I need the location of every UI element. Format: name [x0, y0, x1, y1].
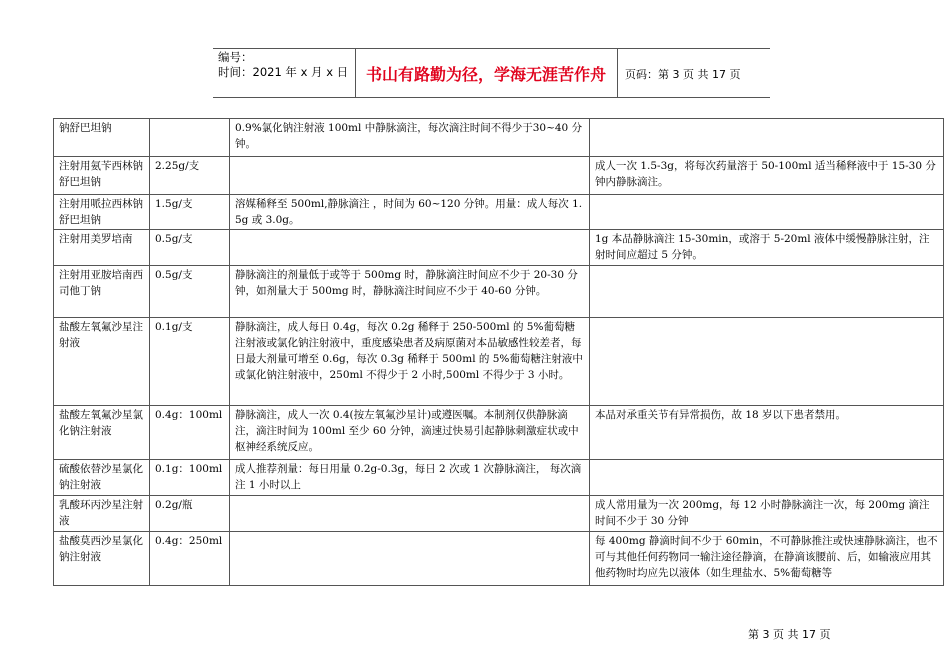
header-meta — [218, 50, 348, 80]
drug-spec — [150, 119, 230, 157]
drug-dilution: 溶媒稀释至 500ml,静脉滴注 ，时间为 60~120 分钟。用量：成人每次 1.5g 或 3.0g。 — [230, 195, 590, 230]
drug-spec: 1.5g/支 — [150, 195, 230, 230]
drug-note: 成人一次 1.5-3g，将每次药量溶于 50-100ml 适当稀释液中于 15-30 分钟内静脉滴注。 — [590, 157, 944, 195]
drug-name: 盐酸莫西沙星氯化钠注射液 — [54, 532, 150, 586]
drug-dilution — [230, 496, 590, 532]
header-top-rule — [213, 48, 770, 49]
drug-note — [590, 195, 944, 230]
page-footer: 第 3 页 共 17 页 — [748, 628, 831, 641]
drug-spec: 0.2g/瓶 — [150, 496, 230, 532]
drug-dilution: 成人推荐剂量：每日用量 0.2g-0.3g，每日 2 次或 1 次静脉滴注， 每次滴注 1 小时以上 — [230, 460, 590, 496]
table-row — [54, 119, 944, 157]
table-row — [54, 230, 944, 266]
drug-note — [590, 266, 944, 318]
drug-name: 盐酸左氧氟沙星注射液 — [54, 318, 150, 406]
drug-spec: 0.5g/支 — [150, 230, 230, 266]
drug-spec: 0.1g/支 — [150, 318, 230, 406]
drug-name: 乳酸环丙沙星注射液 — [54, 496, 150, 532]
header-motto: 书山有路勤为径，学海无涯苦作舟 — [365, 65, 606, 84]
drug-name: 钠舒巴坦钠 — [54, 119, 150, 157]
drug-note: 每 400mg 静滴时间不少于 60min，不可静脉推注或快速静脉滴注，也不可与其他任何药物同一输注途径静滴，在静滴该腰前、后，如输液应用其他药物时均应先以液体（如生理盐水、5%葡萄糖等 — [590, 532, 944, 586]
drug-name: 注射用亚胺培南西司他丁钠 — [54, 266, 150, 318]
table-row — [54, 460, 944, 496]
drug-spec: 0.4g：250ml — [150, 532, 230, 586]
table-row — [54, 496, 944, 532]
drug-note: 本品对承重关节有异常损伤，故 18 岁以下患者禁用。 — [590, 406, 944, 460]
drug-dilution — [230, 157, 590, 195]
drug-dilution: 静脉滴注的剂量低于或等于 500mg 时，静脉滴注时间应不少于 20-30 分钟，如剂量大于 500mg 时，静脉滴注时间应不少于 40-60 分钟。 — [230, 266, 590, 318]
page-code: 页码：第 3 页 共 17 页 — [625, 68, 741, 81]
drug-spec: 0.5g/支 — [150, 266, 230, 318]
time-label: 时间：2021 年 x 月 x 日 — [218, 65, 349, 79]
drug-name: 注射用美罗培南 — [54, 230, 150, 266]
drug-note: 成人常用量为一次 200mg，每 12 小时静脉滴注一次，每 200mg 滴注时间不少于 30 分钟 — [590, 496, 944, 532]
drug-note: 1g 本品静脉滴注 15-30min，或溶于 5-20ml 液体中缓慢静脉注射，注射时间应超过 5 分钟。 — [590, 230, 944, 266]
table-row — [54, 266, 944, 318]
drug-dilution — [230, 230, 590, 266]
drug-note — [590, 119, 944, 157]
drug-note — [590, 318, 944, 406]
drug-name: 硫酸依替沙星氯化钠注射液 — [54, 460, 150, 496]
drug-spec: 2.25g/支 — [150, 157, 230, 195]
table-row — [54, 406, 944, 460]
drug-spec: 0.4g：100ml — [150, 406, 230, 460]
drug-spec: 0.1g：100ml — [150, 460, 230, 496]
table-row — [54, 318, 944, 406]
drug-dilution — [230, 532, 590, 586]
drug-name: 盐酸左氧氟沙星氯化钠注射液 — [54, 406, 150, 460]
drug-dilution: 静脉滴注，成人一次 0.4(按左氧氟沙星计)或遵医嘱。本制剂仅供静脉滴注，滴注时间为 100ml 至少 60 分钟，滴速过快易引起静脉刺激症状或中枢神经系统反应。 — [230, 406, 590, 460]
drug-note — [590, 460, 944, 496]
drug-dilution: 0.9%氯化钠注射液 100ml 中静脉滴注，每次滴注时间不得少于30~40 分钟。 — [230, 119, 590, 157]
drug-dilution: 静脉滴注，成人每日 0.4g，每次 0.2g 稀释于 250-500ml 的 5%葡萄糖注射液或氯化钠注射液中，重度感染患者及病原菌对本品敏感性较差者，每日最大剂量可增至 0.6g，每次 0.3g 稀释于 500ml 的 5%葡萄糖注射液中或氯化钠注射液中，250ml 不得少于 2 小时,500ml 不得少于 3 小时。 — [230, 318, 590, 406]
header-divider — [617, 48, 618, 97]
drug-table — [53, 118, 944, 586]
code-label: 编号： — [218, 50, 253, 64]
header-bottom-rule — [213, 97, 770, 98]
table-row — [54, 157, 944, 195]
table-row — [54, 532, 944, 586]
table-row — [54, 195, 944, 230]
drug-name: 注射用氨苄西林钠舒巴坦钠 — [54, 157, 150, 195]
drug-name: 注射用哌拉西林钠舒巴坦钠 — [54, 195, 150, 230]
